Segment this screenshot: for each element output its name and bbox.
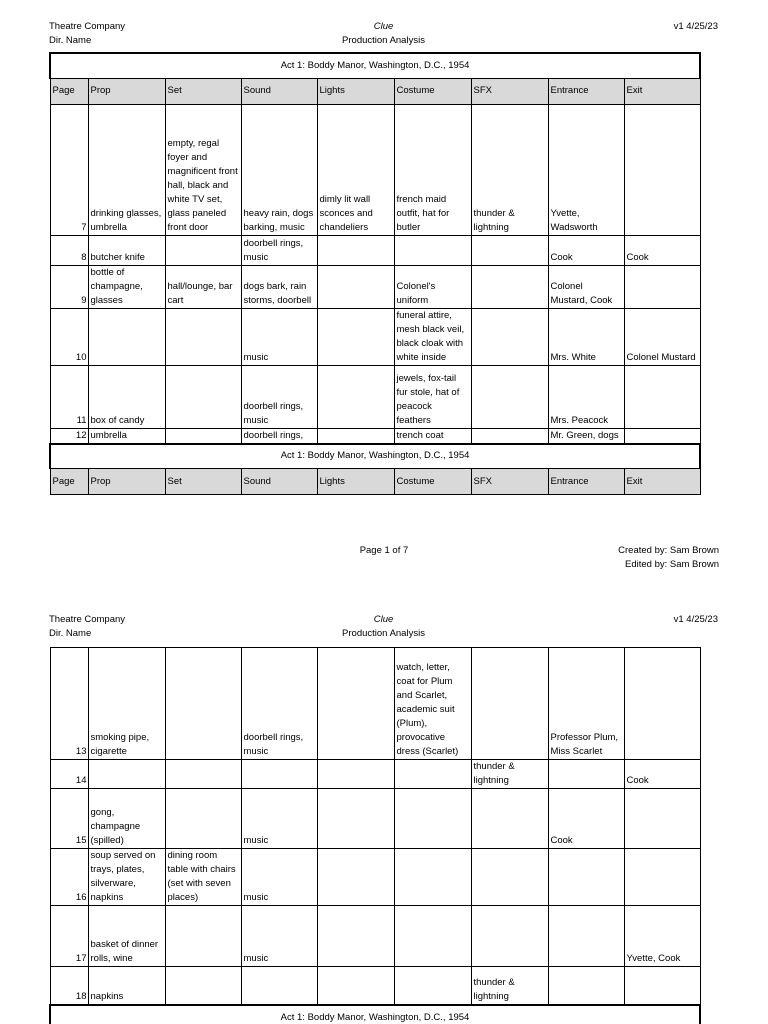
act-band bbox=[50, 53, 700, 78]
cell-set bbox=[165, 906, 241, 967]
show-title: Clue bbox=[373, 21, 394, 32]
column-header-costume: Costume bbox=[394, 469, 471, 495]
cell-set bbox=[165, 308, 241, 365]
cell-sfx bbox=[471, 789, 548, 849]
cell-lights bbox=[317, 789, 394, 849]
cell-exit bbox=[624, 789, 700, 849]
analysis-table-page1 bbox=[49, 52, 701, 495]
cell-set bbox=[165, 428, 241, 444]
cell-sfx bbox=[471, 648, 548, 760]
table-row bbox=[50, 428, 700, 444]
cell-sound bbox=[241, 967, 317, 1005]
cell-sound: music bbox=[241, 789, 317, 849]
column-header-prop: Prop bbox=[88, 469, 165, 495]
cell-costume: watch, letter, coat for Plum and Scarlet, academic suit (Plum), provocative dress (Scarlet) bbox=[394, 648, 471, 760]
table-row bbox=[50, 648, 700, 760]
cell-costume bbox=[394, 906, 471, 967]
cell-sfx bbox=[471, 265, 548, 308]
cell-prop: bottle of champagne, glasses bbox=[88, 265, 165, 308]
version-date: v1 4/25/23 bbox=[673, 614, 718, 625]
cell-prop: umbrella bbox=[88, 428, 165, 444]
cell-page: 13 bbox=[50, 648, 88, 760]
cell-exit: Yvette, Cook bbox=[624, 906, 700, 967]
cell-prop: box of candy bbox=[88, 365, 165, 428]
cell-sfx bbox=[471, 428, 548, 444]
cell-costume bbox=[394, 760, 471, 789]
act-band bbox=[50, 444, 700, 469]
version-date: v1 4/25/23 bbox=[673, 21, 718, 32]
column-header-row bbox=[50, 469, 700, 495]
page-number: Page 1 of 7 bbox=[359, 545, 409, 556]
cell-set: hall/lounge, bar cart bbox=[165, 265, 241, 308]
page2-header bbox=[49, 613, 718, 645]
created-by: Created by: Sam Brown bbox=[618, 545, 719, 556]
column-header-entrance: Entrance bbox=[548, 469, 624, 495]
cell-lights bbox=[317, 428, 394, 444]
cell-sfx bbox=[471, 235, 548, 265]
cell-prop bbox=[88, 760, 165, 789]
cell-exit: Colonel Mustard bbox=[624, 308, 700, 365]
cell-entrance bbox=[548, 906, 624, 967]
cell-lights bbox=[317, 235, 394, 265]
act-band bbox=[50, 1005, 700, 1024]
company-name: Theatre Company bbox=[49, 21, 126, 32]
cell-sound bbox=[241, 760, 317, 789]
page1-header bbox=[49, 20, 718, 52]
cell-sound: heavy rain, dogs barking, music bbox=[241, 104, 317, 235]
cell-prop: drinking glasses, umbrella bbox=[88, 104, 165, 235]
cell-exit: Cook bbox=[624, 760, 700, 789]
cell-sfx: thunder & lightning bbox=[471, 967, 548, 1005]
column-header-prop: Prop bbox=[88, 78, 165, 104]
cell-page: 15 bbox=[50, 789, 88, 849]
cell-exit bbox=[624, 365, 700, 428]
column-header-sound: Sound bbox=[241, 78, 317, 104]
cell-exit bbox=[624, 967, 700, 1005]
cell-prop: gong, champagne (spilled) bbox=[88, 789, 165, 849]
cell-sfx: thunder & lightning bbox=[471, 104, 548, 235]
cell-lights bbox=[317, 648, 394, 760]
cell-sfx bbox=[471, 906, 548, 967]
cell-costume: funeral attire, mesh black veil, black cloak with white inside bbox=[394, 308, 471, 365]
cell-exit bbox=[624, 428, 700, 444]
cell-sfx: thunder & lightning bbox=[471, 760, 548, 789]
cell-exit: Cook bbox=[624, 235, 700, 265]
cell-prop: basket of dinner rolls, wine bbox=[88, 906, 165, 967]
cell-entrance: Yvette, Wadsworth bbox=[548, 104, 624, 235]
cell-entrance: Cook bbox=[548, 789, 624, 849]
table-row bbox=[50, 906, 700, 967]
cell-page: 16 bbox=[50, 849, 88, 906]
column-header-sound: Sound bbox=[241, 469, 317, 495]
cell-prop: smoking pipe, cigarette bbox=[88, 648, 165, 760]
cell-sound: doorbell rings, bbox=[241, 428, 317, 444]
cell-sound: doorbell rings, music bbox=[241, 235, 317, 265]
cell-costume bbox=[394, 967, 471, 1005]
cell-exit bbox=[624, 648, 700, 760]
cell-lights bbox=[317, 967, 394, 1005]
cell-sound: doorbell rings, music bbox=[241, 365, 317, 428]
cell-page: 10 bbox=[50, 308, 88, 365]
table-row bbox=[50, 760, 700, 789]
cell-sound: music bbox=[241, 849, 317, 906]
column-header-page: Page bbox=[50, 78, 88, 104]
table-row bbox=[50, 849, 700, 906]
cell-sound: doorbell rings, music bbox=[241, 648, 317, 760]
cell-set bbox=[165, 760, 241, 789]
cell-page: 7 bbox=[50, 104, 88, 235]
director-name: Dir. Name bbox=[49, 35, 92, 46]
cell-page: 17 bbox=[50, 906, 88, 967]
cell-page: 14 bbox=[50, 760, 88, 789]
cell-prop: butcher knife bbox=[88, 235, 165, 265]
cell-sfx bbox=[471, 308, 548, 365]
table-row bbox=[50, 789, 700, 849]
column-header-sfx: SFX bbox=[471, 469, 548, 495]
cell-costume bbox=[394, 789, 471, 849]
column-header-lights: Lights bbox=[317, 78, 394, 104]
cell-lights bbox=[317, 365, 394, 428]
cell-entrance: Cook bbox=[548, 235, 624, 265]
cell-page: 18 bbox=[50, 967, 88, 1005]
cell-sound: music bbox=[241, 308, 317, 365]
cell-page: 9 bbox=[50, 265, 88, 308]
cell-set bbox=[165, 967, 241, 1005]
cell-costume: french maid outfit, hat for butler bbox=[394, 104, 471, 235]
edited-by: Edited by: Sam Brown bbox=[625, 559, 719, 570]
cell-set bbox=[165, 648, 241, 760]
cell-costume: trench coat bbox=[394, 428, 471, 444]
document-subtitle: Production Analysis bbox=[342, 35, 425, 46]
cell-costume bbox=[394, 849, 471, 906]
cell-entrance: Professor Plum, Miss Scarlet bbox=[548, 648, 624, 760]
cell-exit bbox=[624, 265, 700, 308]
cell-prop: soup served on trays, plates, silverware, napkins bbox=[88, 849, 165, 906]
column-header-exit: Exit bbox=[624, 78, 700, 104]
cell-prop bbox=[88, 308, 165, 365]
cell-page: 8 bbox=[50, 235, 88, 265]
cell-set bbox=[165, 789, 241, 849]
cell-sound: music bbox=[241, 906, 317, 967]
cell-set bbox=[165, 365, 241, 428]
cell-exit bbox=[624, 849, 700, 906]
cell-entrance bbox=[548, 849, 624, 906]
cell-set: empty, regal foyer and magnificent front hall, black and white TV set, glass paneled front door bbox=[165, 104, 241, 235]
cell-entrance: Colonel Mustard, Cook bbox=[548, 265, 624, 308]
table-row bbox=[50, 265, 700, 308]
cell-set: dining room table with chairs (set with seven places) bbox=[165, 849, 241, 906]
cell-page: 11 bbox=[50, 365, 88, 428]
table-row bbox=[50, 104, 700, 235]
cell-lights bbox=[317, 849, 394, 906]
cell-costume bbox=[394, 235, 471, 265]
cell-costume: jewels, fox-tail fur stole, hat of peacock feathers bbox=[394, 365, 471, 428]
cell-entrance: Mrs. Peacock bbox=[548, 365, 624, 428]
company-name: Theatre Company bbox=[49, 614, 126, 625]
act-label: Act 1: Boddy Manor, Washington, D.C., 1954 bbox=[50, 444, 700, 469]
column-header-row bbox=[50, 78, 700, 104]
show-title: Clue bbox=[373, 614, 394, 625]
cell-exit bbox=[624, 104, 700, 235]
cell-prop: napkins bbox=[88, 967, 165, 1005]
cell-entrance: Mrs. White bbox=[548, 308, 624, 365]
column-header-entrance: Entrance bbox=[548, 78, 624, 104]
cell-set bbox=[165, 235, 241, 265]
table-row bbox=[50, 235, 700, 265]
act-label: Act 1: Boddy Manor, Washington, D.C., 1954 bbox=[50, 53, 700, 78]
cell-sound: dogs bark, rain storms, doorbell bbox=[241, 265, 317, 308]
column-header-set: Set bbox=[165, 469, 241, 495]
column-header-sfx: SFX bbox=[471, 78, 548, 104]
column-header-page: Page bbox=[50, 469, 88, 495]
cell-lights bbox=[317, 308, 394, 365]
cell-entrance bbox=[548, 760, 624, 789]
cell-entrance bbox=[548, 967, 624, 1005]
cell-lights bbox=[317, 265, 394, 308]
table-row bbox=[50, 308, 700, 365]
cell-sfx bbox=[471, 365, 548, 428]
cell-costume: Colonel's uniform bbox=[394, 265, 471, 308]
cell-lights bbox=[317, 906, 394, 967]
cell-page: 12 bbox=[50, 428, 88, 444]
cell-lights bbox=[317, 760, 394, 789]
document-subtitle: Production Analysis bbox=[342, 628, 425, 639]
act-label: Act 1: Boddy Manor, Washington, D.C., 1954 bbox=[50, 1005, 700, 1024]
column-header-exit: Exit bbox=[624, 469, 700, 495]
column-header-set: Set bbox=[165, 78, 241, 104]
column-header-lights: Lights bbox=[317, 469, 394, 495]
analysis-table-page2 bbox=[49, 647, 701, 1024]
table-row bbox=[50, 365, 700, 428]
column-header-costume: Costume bbox=[394, 78, 471, 104]
cell-entrance: Mr. Green, dogs bbox=[548, 428, 624, 444]
cell-sfx bbox=[471, 849, 548, 906]
table-row bbox=[50, 967, 700, 1005]
director-name: Dir. Name bbox=[49, 628, 92, 639]
cell-lights: dimly lit wall sconces and chandeliers bbox=[317, 104, 394, 235]
